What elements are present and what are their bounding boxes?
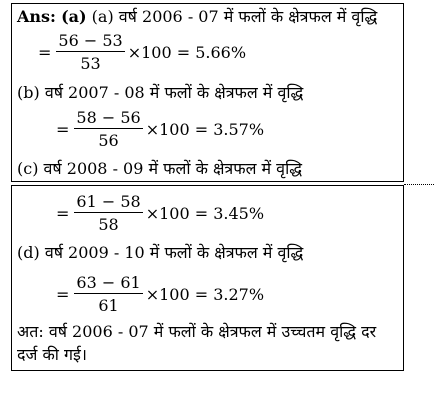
part-d-formula	[56, 273, 264, 315]
part-b-denominator: 56	[98, 131, 119, 150]
part-b-heading: (b) वर्ष 2007 - 08 में फलों के क्षेत्रफल में वृद्धि	[17, 83, 304, 102]
part-c-heading-line	[17, 159, 302, 179]
answer-label: Ans:	[17, 7, 56, 26]
part-b-fraction	[74, 108, 142, 150]
part-b-heading-line	[17, 83, 303, 103]
part-a-formula	[38, 31, 246, 73]
part-d-fraction	[74, 273, 142, 315]
part-a-heading: (a) वर्ष 2006 - 07 में फलों के क्षेत्रफल में वृद्धि	[91, 7, 378, 26]
part-b-equals: =	[56, 119, 70, 139]
part-c-denominator: 58	[98, 215, 119, 234]
part-a-denominator: 53	[80, 54, 101, 73]
part-c-numerator: 61 − 58	[76, 192, 141, 211]
part-c-heading: (c) वर्ष 2008 - 09 में फलों के क्षेत्रफल में वृद्धि	[17, 159, 302, 178]
part-a-numerator: 56 − 53	[58, 31, 123, 50]
part-c-formula	[56, 192, 264, 234]
conclusion-line-1: अत: वर्ष 2006 - 07 में फलों के क्षेत्रफल में उच्चतम वृद्धि दर	[17, 322, 377, 341]
part-b-numerator: 58 − 56	[76, 108, 141, 127]
part-a-marker: (a)	[61, 7, 87, 26]
part-d-heading-line	[17, 243, 303, 263]
part-a-equals: =	[38, 42, 52, 62]
part-b-formula	[56, 108, 264, 150]
part-c-result: ×100 = 3.45%	[145, 203, 265, 223]
part-a-result: ×100 = 5.66%	[127, 42, 247, 62]
part-d-result: ×100 = 3.27%	[145, 284, 265, 304]
part-d-equals: =	[56, 284, 70, 304]
conclusion-line-2: दर्ज की गई।	[17, 345, 87, 364]
part-b-result: ×100 = 3.57%	[145, 119, 265, 139]
part-d-heading: (d) वर्ष 2009 - 10 में फलों के क्षेत्रफल में वृद्धि	[17, 243, 304, 262]
part-d-numerator: 63 − 61	[76, 273, 141, 292]
dotted-separator	[404, 184, 434, 185]
part-d-denominator: 61	[98, 296, 119, 315]
part-c-fraction	[74, 192, 142, 234]
part-a-heading-line	[17, 7, 377, 27]
part-a-fraction	[56, 31, 124, 73]
part-c-equals: =	[56, 203, 70, 223]
